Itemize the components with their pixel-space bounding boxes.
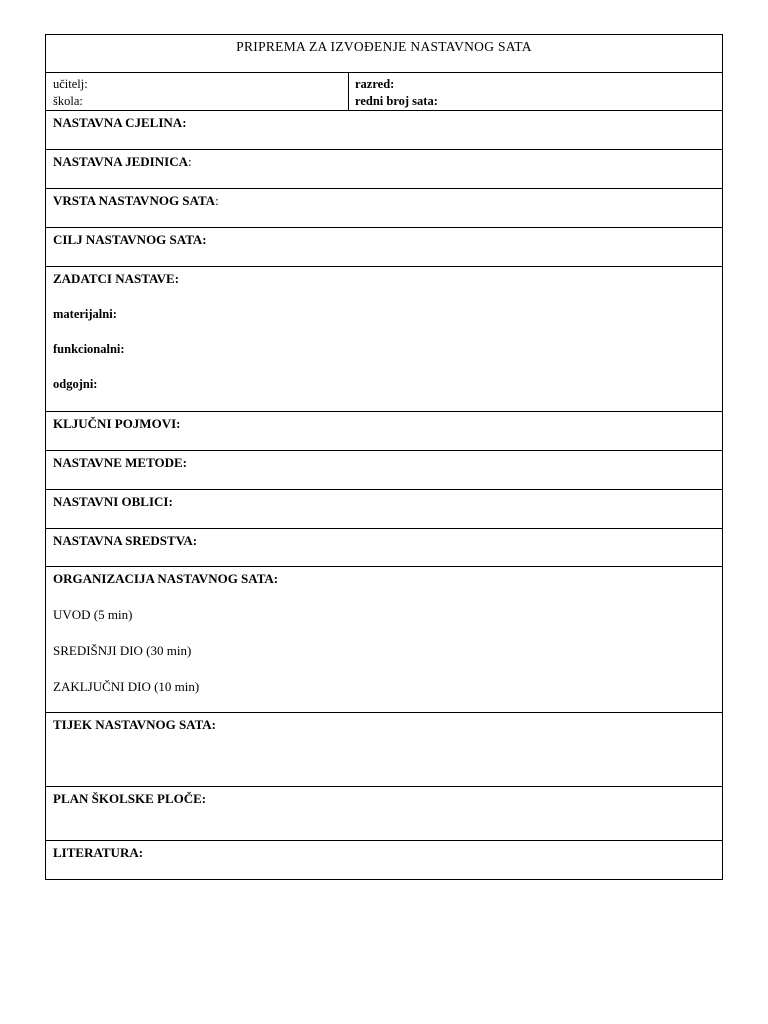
tasks-material-label: materijalni: bbox=[53, 307, 117, 321]
key-terms-label: KLJUČNI POJMOVI: bbox=[53, 416, 181, 431]
teacher-label: učitelj: bbox=[53, 77, 88, 91]
goal-field[interactable] bbox=[46, 228, 722, 267]
topic-label: NASTAVNA JEDINICA bbox=[53, 154, 188, 169]
organization-label: ORGANIZACIJA NASTAVNOG SATA: bbox=[53, 571, 279, 586]
lesson-plan-form bbox=[45, 34, 723, 880]
tasks-educational-label: odgojni: bbox=[53, 377, 98, 391]
flow-label: TIJEK NASTAVNOG SATA: bbox=[53, 717, 217, 732]
forms-field[interactable] bbox=[46, 490, 722, 529]
unit-label: NASTAVNA CJELINA: bbox=[53, 115, 187, 130]
forms-label: NASTAVNI OBLICI: bbox=[53, 494, 173, 509]
resources-field[interactable] bbox=[46, 529, 722, 567]
methods-field[interactable] bbox=[46, 451, 722, 490]
tasks-label: ZADATCI NASTAVE: bbox=[53, 271, 180, 286]
board-plan-field[interactable] bbox=[46, 787, 722, 841]
tasks-field[interactable] bbox=[46, 267, 722, 412]
lesson-type-colon: : bbox=[215, 193, 219, 208]
class-lesson-cell[interactable] bbox=[349, 73, 722, 110]
board-plan-label: PLAN ŠKOLSKE PLOČE: bbox=[53, 791, 207, 806]
literature-label: LITERATURA: bbox=[53, 845, 144, 860]
lesson-type-field[interactable] bbox=[46, 189, 722, 228]
flow-field[interactable] bbox=[46, 713, 722, 787]
goal-label: CILJ NASTAVNOG SATA: bbox=[53, 232, 207, 247]
teacher-school-cell[interactable] bbox=[46, 73, 349, 110]
organization-main: SREDIŠNJI DIO (30 min) bbox=[53, 643, 192, 658]
tasks-functional-label: funkcionalni: bbox=[53, 342, 125, 356]
unit-field[interactable] bbox=[46, 111, 722, 150]
key-terms-field[interactable] bbox=[46, 412, 722, 451]
form-title: PRIPREMA ZA IZVOĐENJE NASTAVNOG SATA bbox=[236, 39, 532, 54]
lesson-type-label: VRSTA NASTAVNOG SATA bbox=[53, 193, 216, 208]
resources-label: NASTAVNA SREDSTVA: bbox=[53, 533, 198, 548]
literature-field[interactable] bbox=[46, 841, 722, 879]
organization-conclusion: ZAKLJUČNI DIO (10 min) bbox=[53, 679, 200, 694]
topic-field[interactable] bbox=[46, 150, 722, 189]
form-title-row bbox=[46, 35, 722, 73]
methods-label: NASTAVNE METODE: bbox=[53, 455, 187, 470]
topic-colon: : bbox=[187, 154, 192, 169]
school-label: škola: bbox=[53, 94, 83, 108]
organization-intro: UVOD (5 min) bbox=[53, 607, 133, 622]
class-label: razred: bbox=[355, 77, 395, 91]
lesson-number-label: redni broj sata: bbox=[355, 94, 438, 108]
organization-field[interactable] bbox=[46, 567, 722, 713]
header-info-row bbox=[46, 73, 722, 111]
